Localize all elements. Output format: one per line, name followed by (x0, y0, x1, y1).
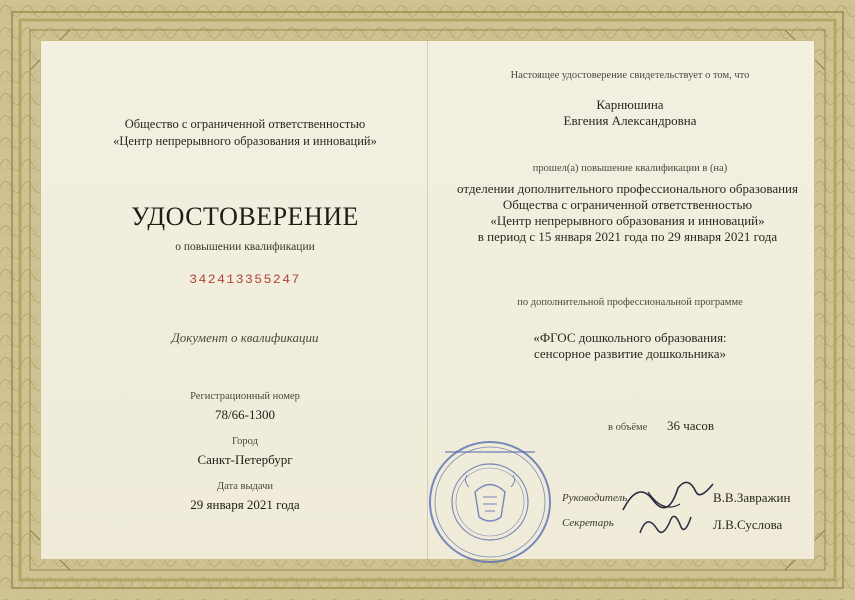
document-number: 342413355247 (189, 272, 301, 287)
issuer-line-1: Общество с ограниченной ответственностью (124, 117, 366, 131)
head-role: Руководитель (562, 492, 628, 504)
document-kind: Документ о квалификации (171, 330, 319, 345)
study-period: в период с 15 января 2021 года по 29 января 2021 года (477, 229, 778, 244)
passed-text: прошел(а) повышение квалификации в (на) (532, 163, 728, 174)
program-label: по дополнительной профессиональной программе (517, 297, 743, 308)
issue-date-label: Дата выдачи (216, 481, 274, 492)
institution-line-2: Общества с ограниченной ответственностью (502, 197, 753, 212)
volume-value: 36 часов (667, 418, 714, 433)
volume-label: в объёме (608, 422, 648, 433)
head-name: В.В.Завражин (713, 490, 791, 505)
city-label: Город (232, 436, 258, 447)
round-seal-icon (425, 437, 555, 567)
institution-line-1: отделении дополнительного профессионального образования (456, 181, 798, 196)
secretary-role: Секретарь (562, 517, 614, 529)
program-title-line-2: сенсорное развитие дошкольника» (533, 346, 727, 361)
issuer-organization (100, 116, 390, 150)
registration-label: Регистрационный номер (190, 391, 300, 402)
document-title: УДОСТОВЕРЕНИЕ (131, 202, 359, 231)
signature-icon (635, 505, 695, 541)
issuer-line-2: «Центр непрерывного образования и инноваций» (113, 134, 377, 148)
institution-line-3: «Центр непрерывного образования и инноваций» (490, 213, 765, 228)
document-subtitle: о повышении квалификации (175, 241, 315, 253)
program-title-line-1: «ФГОС дошкольного образования: (533, 330, 727, 345)
city-value: Санкт-Петербург (197, 452, 293, 467)
holder-surname: Карнюшина (596, 97, 664, 112)
issue-date-value: 29 января 2021 года (190, 497, 300, 512)
secretary-name: Л.В.Суслова (713, 517, 783, 532)
certifies-text: Настоящее удостоверение свидетельствует о том, что (510, 70, 750, 81)
holder-given-names: Евгения Александровна (563, 113, 697, 128)
registration-number: 78/66-1300 (215, 407, 275, 422)
